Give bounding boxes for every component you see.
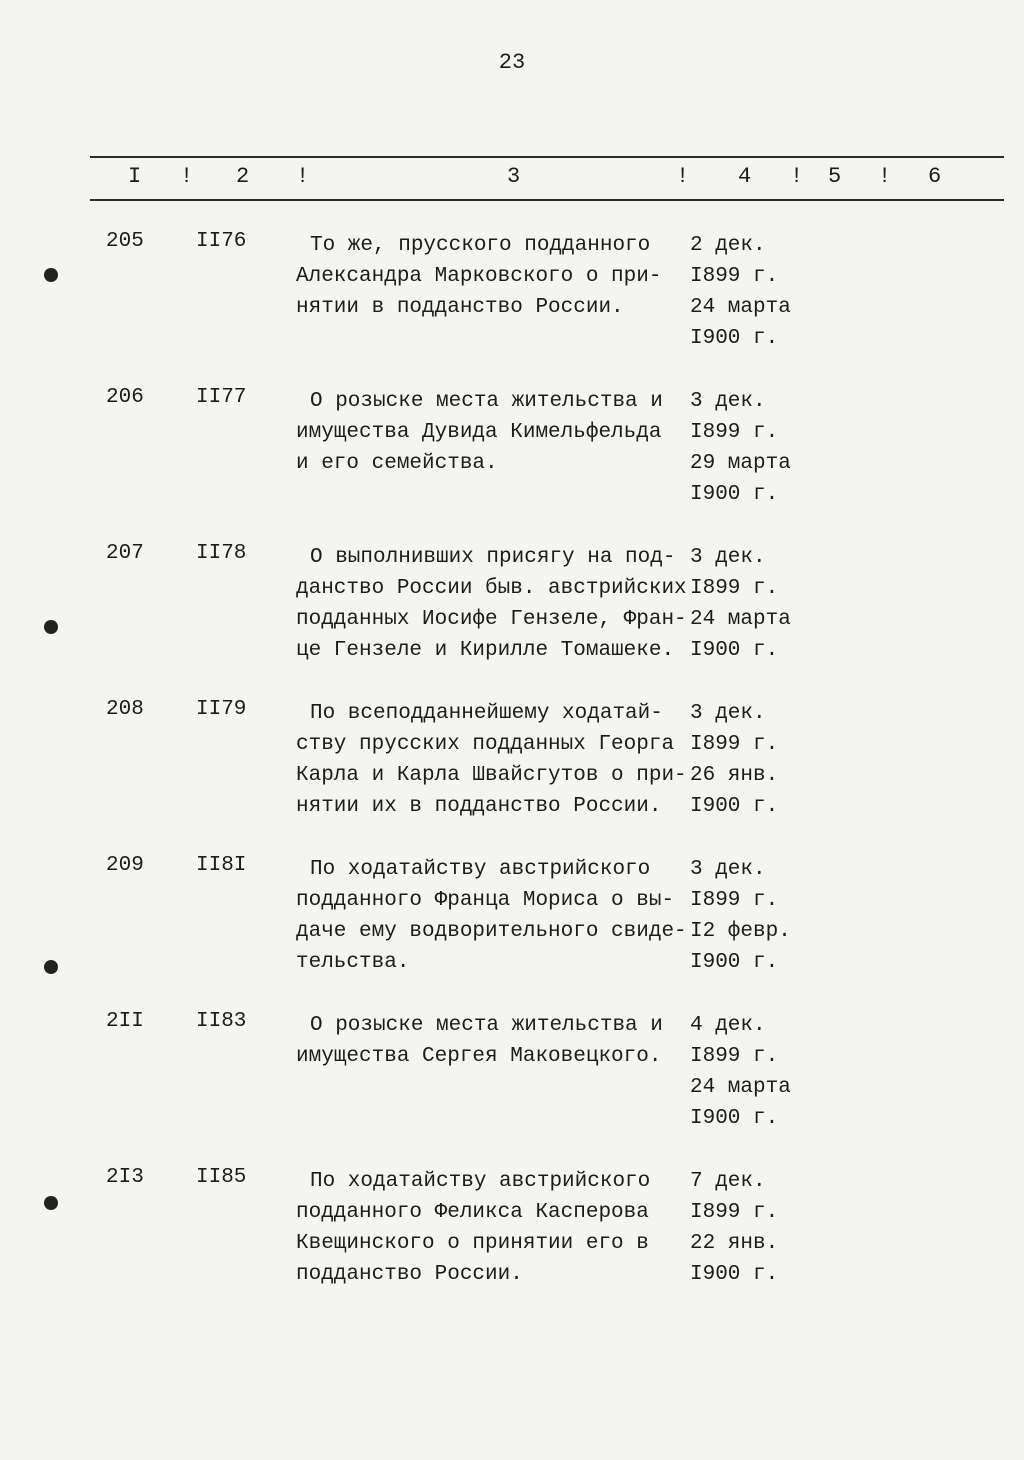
description-line: подданство России. — [296, 1263, 523, 1286]
date-line: I899 г. — [690, 577, 779, 600]
record-dates — [690, 698, 820, 822]
description-line: По ходатайству австрийского — [310, 858, 651, 881]
date-line: I900 г. — [690, 483, 779, 506]
record-description — [296, 1166, 686, 1290]
record-number: 2II — [106, 1010, 144, 1033]
record-number: 209 — [106, 854, 144, 877]
record-dates — [690, 1166, 820, 1290]
date-line: I899 г. — [690, 1201, 779, 1224]
description-line: Карла и Карла Швайсгутов о при- — [296, 764, 687, 787]
description-line: Александра Марковского о при- — [296, 265, 662, 288]
page-number: 23 — [498, 50, 526, 75]
date-line: 26 янв. — [690, 764, 779, 787]
record-number: 205 — [106, 230, 144, 253]
record-row — [0, 542, 1024, 698]
punch-hole — [44, 268, 58, 282]
column-separator: ! — [180, 164, 194, 189]
punch-hole — [44, 620, 58, 634]
record-number: 208 — [106, 698, 144, 721]
date-line: 3 дек. — [690, 546, 766, 569]
record-dates — [690, 230, 820, 354]
record-number: 206 — [106, 386, 144, 409]
column-header-1: I — [128, 164, 142, 189]
date-line: I899 г. — [690, 733, 779, 756]
description-line: Квещинского о принятии его в — [296, 1232, 649, 1255]
header-rule-bottom — [90, 199, 1004, 201]
record-file-number: II79 — [196, 698, 247, 721]
record-description — [296, 542, 686, 666]
record-description — [296, 386, 686, 479]
description-line: подданного Франца Мориса о вы- — [296, 889, 675, 912]
description-line: данство России быв. австрийских — [296, 577, 687, 600]
date-line: 24 марта — [690, 296, 791, 319]
record-row — [0, 1010, 1024, 1166]
record-row — [0, 1166, 1024, 1322]
record-description — [296, 1010, 686, 1072]
record-description — [296, 698, 686, 822]
column-header-4: 4 — [738, 164, 752, 189]
date-line: I900 г. — [690, 951, 779, 974]
record-row — [0, 386, 1024, 542]
record-number: 2I3 — [106, 1166, 144, 1189]
record-number: 207 — [106, 542, 144, 565]
description-line: тельства. — [296, 951, 410, 974]
description-line: це Гензеле и Кирилле Томашеке. — [296, 639, 675, 662]
column-header-2: 2 — [236, 164, 250, 189]
date-line: 29 марта — [690, 452, 791, 475]
date-line: I899 г. — [690, 889, 779, 912]
column-separator: ! — [296, 164, 310, 189]
record-file-number: II77 — [196, 386, 247, 409]
record-description — [296, 230, 686, 323]
date-line: I900 г. — [690, 795, 779, 818]
date-line: I2 февр. — [690, 920, 791, 943]
date-line: I900 г. — [690, 1263, 779, 1286]
date-line: 2 дек. — [690, 234, 766, 257]
record-file-number: II76 — [196, 230, 247, 253]
date-line: I900 г. — [690, 327, 779, 350]
column-header-5: 5 — [828, 164, 842, 189]
date-line: I899 г. — [690, 421, 779, 444]
record-row — [0, 854, 1024, 1010]
date-line: 3 дек. — [690, 390, 766, 413]
description-line: даче ему водворительного свиде- — [296, 920, 687, 943]
date-line: 3 дек. — [690, 858, 766, 881]
column-separator: ! — [790, 164, 804, 189]
record-dates — [690, 1010, 820, 1134]
description-line: О розыске места жительства и — [310, 1014, 663, 1037]
column-separator: ! — [878, 164, 892, 189]
date-line: I900 г. — [690, 1107, 779, 1130]
record-description — [296, 854, 686, 978]
description-line: подданного Феликса Касперова — [296, 1201, 649, 1224]
punch-hole — [44, 960, 58, 974]
record-dates — [690, 542, 820, 666]
description-line: подданных Иосифе Гензеле, Фран- — [296, 608, 687, 631]
description-line: имущества Дувида Кимельфельда — [296, 421, 662, 444]
record-dates — [690, 386, 820, 510]
description-line: ству прусских подданных Георга — [296, 733, 675, 756]
description-line: По ходатайству австрийского — [310, 1170, 651, 1193]
description-line: О розыске места жительства и — [310, 390, 663, 413]
date-line: 22 янв. — [690, 1232, 779, 1255]
date-line: 7 дек. — [690, 1170, 766, 1193]
date-line: 24 марта — [690, 1076, 791, 1099]
record-row — [0, 230, 1024, 386]
date-line: I899 г. — [690, 1045, 779, 1068]
column-separator: ! — [676, 164, 690, 189]
date-line: 3 дек. — [690, 702, 766, 725]
header-rule-top — [90, 156, 1004, 158]
description-line: и его семейства. — [296, 452, 498, 475]
date-line: 4 дек. — [690, 1014, 766, 1037]
record-file-number: II83 — [196, 1010, 247, 1033]
punch-hole — [44, 1196, 58, 1210]
record-file-number: II78 — [196, 542, 247, 565]
description-line: имущества Сергея Маковецкого. — [296, 1045, 662, 1068]
description-line: По всеподданнейшему ходатай- — [310, 702, 663, 725]
record-dates — [690, 854, 820, 978]
column-header-3: 3 — [507, 164, 521, 189]
record-file-number: II8I — [196, 854, 247, 877]
record-row — [0, 698, 1024, 854]
records-list — [0, 230, 1024, 1322]
record-file-number: II85 — [196, 1166, 247, 1189]
date-line: 24 марта — [690, 608, 791, 631]
date-line: I900 г. — [690, 639, 779, 662]
description-line: О выполнивших присягу на под- — [310, 546, 676, 569]
description-line: нятии их в подданство России. — [296, 795, 662, 818]
description-line: То же, прусского подданного — [310, 234, 651, 257]
date-line: I899 г. — [690, 265, 779, 288]
description-line: нятии в подданство России. — [296, 296, 624, 319]
column-header-6: 6 — [928, 164, 942, 189]
